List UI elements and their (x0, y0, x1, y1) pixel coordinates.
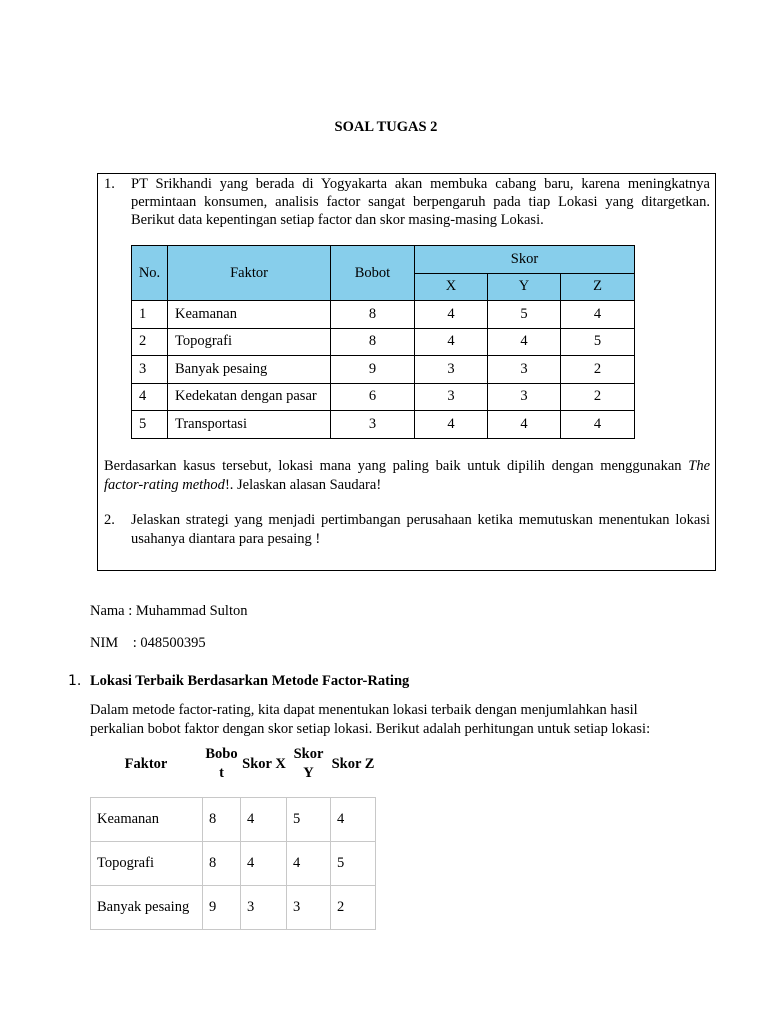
table-row (91, 842, 376, 886)
cell-z: 4 (331, 798, 376, 842)
table-row (132, 356, 635, 384)
header-no: No. (132, 246, 168, 301)
cell-no: 3 (132, 356, 168, 384)
cell-no: 5 (132, 411, 168, 439)
question-paragraph (104, 457, 710, 494)
cell-x: 3 (241, 886, 287, 930)
table-row (132, 301, 635, 329)
student-nim: NIM : 048500395 (90, 635, 206, 651)
cell-x: 3 (415, 356, 488, 384)
paragraph-text: Berdasarkan kasus tersebut, lokasi mana yang paling baik untuk dipilih dengan menggunakan (104, 458, 689, 474)
header-x: X (415, 273, 488, 301)
table-row (132, 383, 635, 411)
method-name: The factor-rating method (104, 458, 710, 493)
cell-y: 4 (488, 328, 561, 356)
cell-bobot: 8 (203, 842, 241, 886)
question-1-text: PT Srikhandi yang berada di Yogyakarta akan membuka cabang baru, karena meningkatnya permintaan konsumen, analisis factor sangat berpengaruh pada tiap Lokasi yang ditargetkan. Berikut data kepentingan setiap factor dan skor masing-masing Lokasi. (131, 176, 710, 228)
cell-z: 4 (561, 301, 635, 329)
cell-faktor: Keamanan (168, 301, 331, 329)
question-box (97, 173, 716, 571)
cell-x: 4 (415, 411, 488, 439)
table-row (132, 411, 635, 439)
header-faktor: Faktor (124, 756, 168, 772)
paragraph-end: !. Jelaskan alasan Saudara! (224, 476, 382, 493)
cell-no: 4 (132, 383, 168, 411)
question-1 (104, 175, 710, 229)
header-y: Y (488, 273, 561, 301)
header-bobot: Bobot (331, 246, 415, 301)
header-faktor: Faktor (168, 246, 331, 301)
question-1-number: 1. (104, 176, 115, 192)
cell-faktor: Banyak pesaing (91, 886, 203, 930)
cell-z: 2 (561, 383, 635, 411)
cell-bobot: 9 (331, 356, 415, 384)
cell-x: 3 (415, 383, 488, 411)
cell-y: 4 (287, 842, 331, 886)
cell-z: 2 (331, 886, 376, 930)
cell-x: 4 (241, 842, 287, 886)
cell-z: 4 (561, 411, 635, 439)
student-name: Nama : Muhammad Sulton (90, 603, 248, 619)
header-bobot: Bobo t (205, 746, 238, 781)
cell-y: 3 (287, 886, 331, 930)
header-z: Z (561, 273, 635, 301)
answer-heading: Lokasi Terbaik Berdasarkan Metode Factor-Rating (90, 673, 410, 689)
cell-y: 3 (488, 356, 561, 384)
cell-bobot: 8 (331, 301, 415, 329)
answer-table (90, 797, 376, 930)
header-skor-z: Skor Z (331, 756, 375, 772)
cell-faktor: Banyak pesaing (168, 356, 331, 384)
question-2 (104, 511, 710, 548)
cell-faktor: Kedekatan dengan pasar (168, 383, 331, 411)
cell-bobot: 8 (203, 798, 241, 842)
question-2-text: Jelaskan strategi yang menjadi pertimbangan perusahaan ketika memutuskan menentukan lokasi usahanya diantara para pesaing ! (131, 512, 710, 547)
cell-y: 4 (488, 411, 561, 439)
cell-z: 5 (561, 328, 635, 356)
header-skor-y: Skor Y (293, 746, 324, 781)
factor-table (131, 245, 635, 439)
cell-no: 2 (132, 328, 168, 356)
cell-x: 4 (241, 798, 287, 842)
cell-y: 5 (287, 798, 331, 842)
header-skor: Skor (415, 246, 635, 274)
cell-y: 3 (488, 383, 561, 411)
cell-faktor: Transportasi (168, 411, 331, 439)
page-title: SOAL TUGAS 2 (334, 119, 438, 135)
cell-z: 5 (331, 842, 376, 886)
cell-bobot: 3 (331, 411, 415, 439)
table-row (132, 328, 635, 356)
cell-x: 4 (415, 301, 488, 329)
answer-intro: Dalam metode factor-rating, kita dapat menentukan lokasi terbaik dengan menjumlahkan hasil perkalian bobot faktor dengan skor setiap lokasi. Berikut adalah perhitungan untuk setiap lokasi: (90, 702, 651, 737)
cell-faktor: Topografi (91, 842, 203, 886)
cell-y: 5 (488, 301, 561, 329)
cell-bobot: 9 (203, 886, 241, 930)
cell-faktor: Keamanan (91, 798, 203, 842)
answer-number: 1. (68, 673, 82, 689)
cell-faktor: Topografi (168, 328, 331, 356)
cell-x: 4 (415, 328, 488, 356)
cell-bobot: 8 (331, 328, 415, 356)
table-row (91, 886, 376, 930)
question-2-number: 2. (104, 512, 115, 528)
header-skor-x: Skor X (242, 756, 286, 772)
table-row (91, 798, 376, 842)
cell-bobot: 6 (331, 383, 415, 411)
cell-z: 2 (561, 356, 635, 384)
cell-no: 1 (132, 301, 168, 329)
